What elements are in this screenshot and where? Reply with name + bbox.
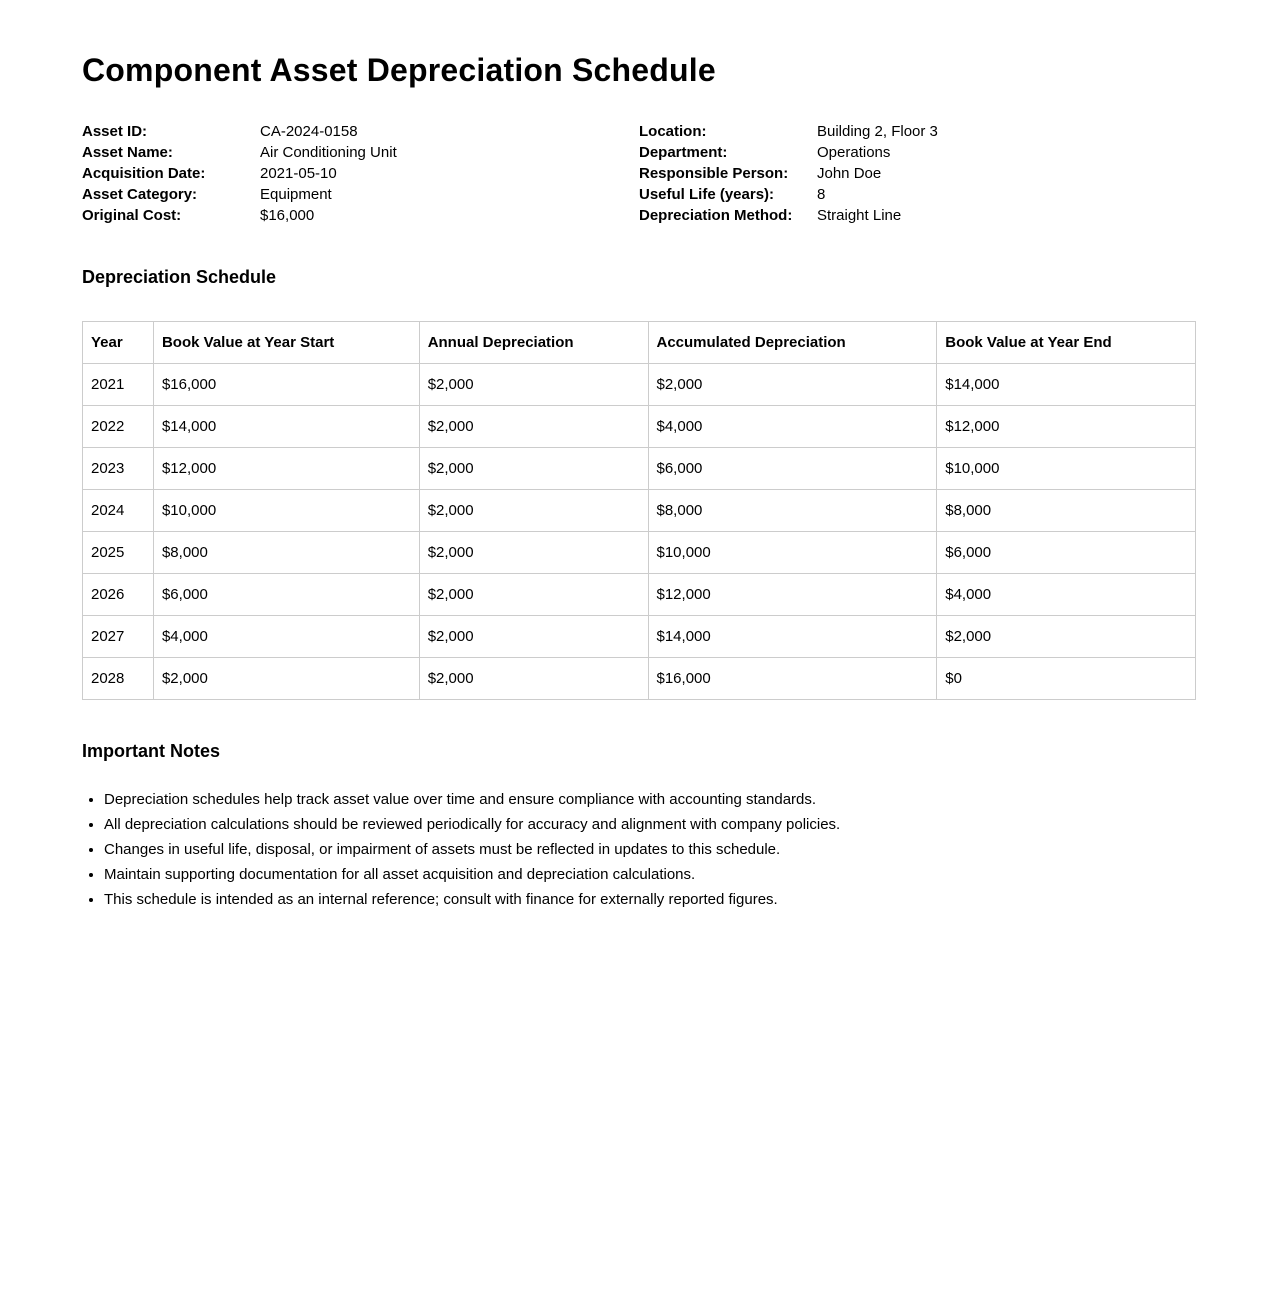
list-item: • All depreciation calculations should be reviewed periodically for accuracy and alignment with company policies. <box>104 812 840 837</box>
column-header-book-value-end: Book Value at Year End <box>937 322 1196 364</box>
table-cell: $8,000 <box>153 532 419 574</box>
table-cell: $4,000 <box>648 406 937 448</box>
table-cell: $16,000 <box>648 658 937 700</box>
table-cell: 2024 <box>83 490 154 532</box>
info-value: John Doe <box>817 165 882 182</box>
list-item: • Depreciation schedules help track asset value over time and ensure compliance with accounting standards. <box>104 787 840 812</box>
column-header-year: Year <box>83 322 154 364</box>
info-label: Department: <box>639 144 728 161</box>
table-cell: $2,000 <box>419 574 648 616</box>
table-cell: $2,000 <box>419 658 648 700</box>
table-row <box>83 364 1196 406</box>
notes-heading: Important Notes <box>82 741 221 761</box>
table-cell: $14,000 <box>153 406 419 448</box>
table-cell: $12,000 <box>937 406 1196 448</box>
info-row-location <box>639 121 1196 142</box>
table-row <box>83 448 1196 490</box>
table-cell: 2021 <box>83 364 154 406</box>
info-label: Acquisition Date: <box>82 165 206 182</box>
info-row-original-cost <box>82 205 639 226</box>
table-cell: $0 <box>937 658 1196 700</box>
info-value: Straight Line <box>817 207 902 224</box>
asset-info-left <box>82 121 639 226</box>
info-label: Asset ID: <box>82 123 148 140</box>
table-cell: $8,000 <box>937 490 1196 532</box>
info-row-useful-life <box>639 184 1196 205</box>
list-item: • Changes in useful life, disposal, or impairment of assets must be reflected in updates to this schedule. <box>104 837 840 862</box>
column-header-annual-depreciation: Annual Depreciation <box>419 322 648 364</box>
table-cell: 2026 <box>83 574 154 616</box>
table-cell: $2,000 <box>419 448 648 490</box>
table-cell: $12,000 <box>648 574 937 616</box>
table-cell: $2,000 <box>419 406 648 448</box>
info-label: Depreciation Method: <box>639 207 793 224</box>
table-cell: $6,000 <box>937 532 1196 574</box>
info-value: $16,000 <box>260 207 315 224</box>
table-cell: $2,000 <box>419 364 648 406</box>
table-cell: $2,000 <box>937 616 1196 658</box>
list-item: • Maintain supporting documentation for all asset acquisition and depreciation calculations. <box>104 862 840 887</box>
table-cell: $14,000 <box>937 364 1196 406</box>
info-label: Original Cost: <box>82 207 182 224</box>
column-header-book-value-start: Book Value at Year Start <box>153 322 419 364</box>
info-label: Asset Name: <box>82 144 173 161</box>
info-row-asset-id <box>82 121 639 142</box>
info-label: Responsible Person: <box>639 165 789 182</box>
table-header-row <box>83 322 1196 364</box>
table-cell: $2,000 <box>419 616 648 658</box>
asset-info <box>82 121 1196 226</box>
info-row-acquisition-date <box>82 163 639 184</box>
table-cell: $10,000 <box>937 448 1196 490</box>
table-cell: $4,000 <box>153 616 419 658</box>
table-cell: $16,000 <box>153 364 419 406</box>
page-title: Component Asset Depreciation Schedule <box>82 52 716 88</box>
list-item: • This schedule is intended as an internal reference; consult with finance for externally reported figures. <box>104 887 840 912</box>
schedule-heading: Depreciation Schedule <box>82 267 277 287</box>
table-row <box>83 616 1196 658</box>
notes-list <box>82 787 840 912</box>
info-label: Asset Category: <box>82 186 198 203</box>
table-row <box>83 406 1196 448</box>
column-header-accumulated-depreciation: Accumulated Depreciation <box>648 322 937 364</box>
table-cell: $6,000 <box>648 448 937 490</box>
table-cell: $2,000 <box>153 658 419 700</box>
depreciation-table <box>82 321 1196 700</box>
table-row <box>83 658 1196 700</box>
table-cell: $12,000 <box>153 448 419 490</box>
info-row-asset-name <box>82 142 639 163</box>
table-cell: 2022 <box>83 406 154 448</box>
asset-info-right <box>639 121 1196 226</box>
table-cell: $14,000 <box>648 616 937 658</box>
table-cell: 2027 <box>83 616 154 658</box>
table-cell: 2023 <box>83 448 154 490</box>
info-value: CA-2024-0158 <box>260 123 358 140</box>
table-cell: 2028 <box>83 658 154 700</box>
info-row-department <box>639 142 1196 163</box>
table-row <box>83 532 1196 574</box>
table-cell: $4,000 <box>937 574 1196 616</box>
info-value: Air Conditioning Unit <box>260 144 397 161</box>
table-cell: $10,000 <box>648 532 937 574</box>
info-label: Useful Life (years): <box>639 186 775 203</box>
info-row-responsible-person <box>639 163 1196 184</box>
table-cell: $2,000 <box>419 532 648 574</box>
info-value: Building 2, Floor 3 <box>817 123 938 140</box>
table-cell: $2,000 <box>648 364 937 406</box>
info-label: Location: <box>639 123 707 140</box>
table-cell: 2025 <box>83 532 154 574</box>
info-value: 2021-05-10 <box>260 165 337 182</box>
table-cell: $10,000 <box>153 490 419 532</box>
info-row-depreciation-method <box>639 205 1196 226</box>
table-cell: $8,000 <box>648 490 937 532</box>
info-value: Operations <box>817 144 891 161</box>
info-value: 8 <box>817 186 826 203</box>
table-cell: $6,000 <box>153 574 419 616</box>
table-row <box>83 490 1196 532</box>
table-cell: $2,000 <box>419 490 648 532</box>
info-value: Equipment <box>260 186 332 203</box>
info-row-asset-category <box>82 184 639 205</box>
table-row <box>83 574 1196 616</box>
